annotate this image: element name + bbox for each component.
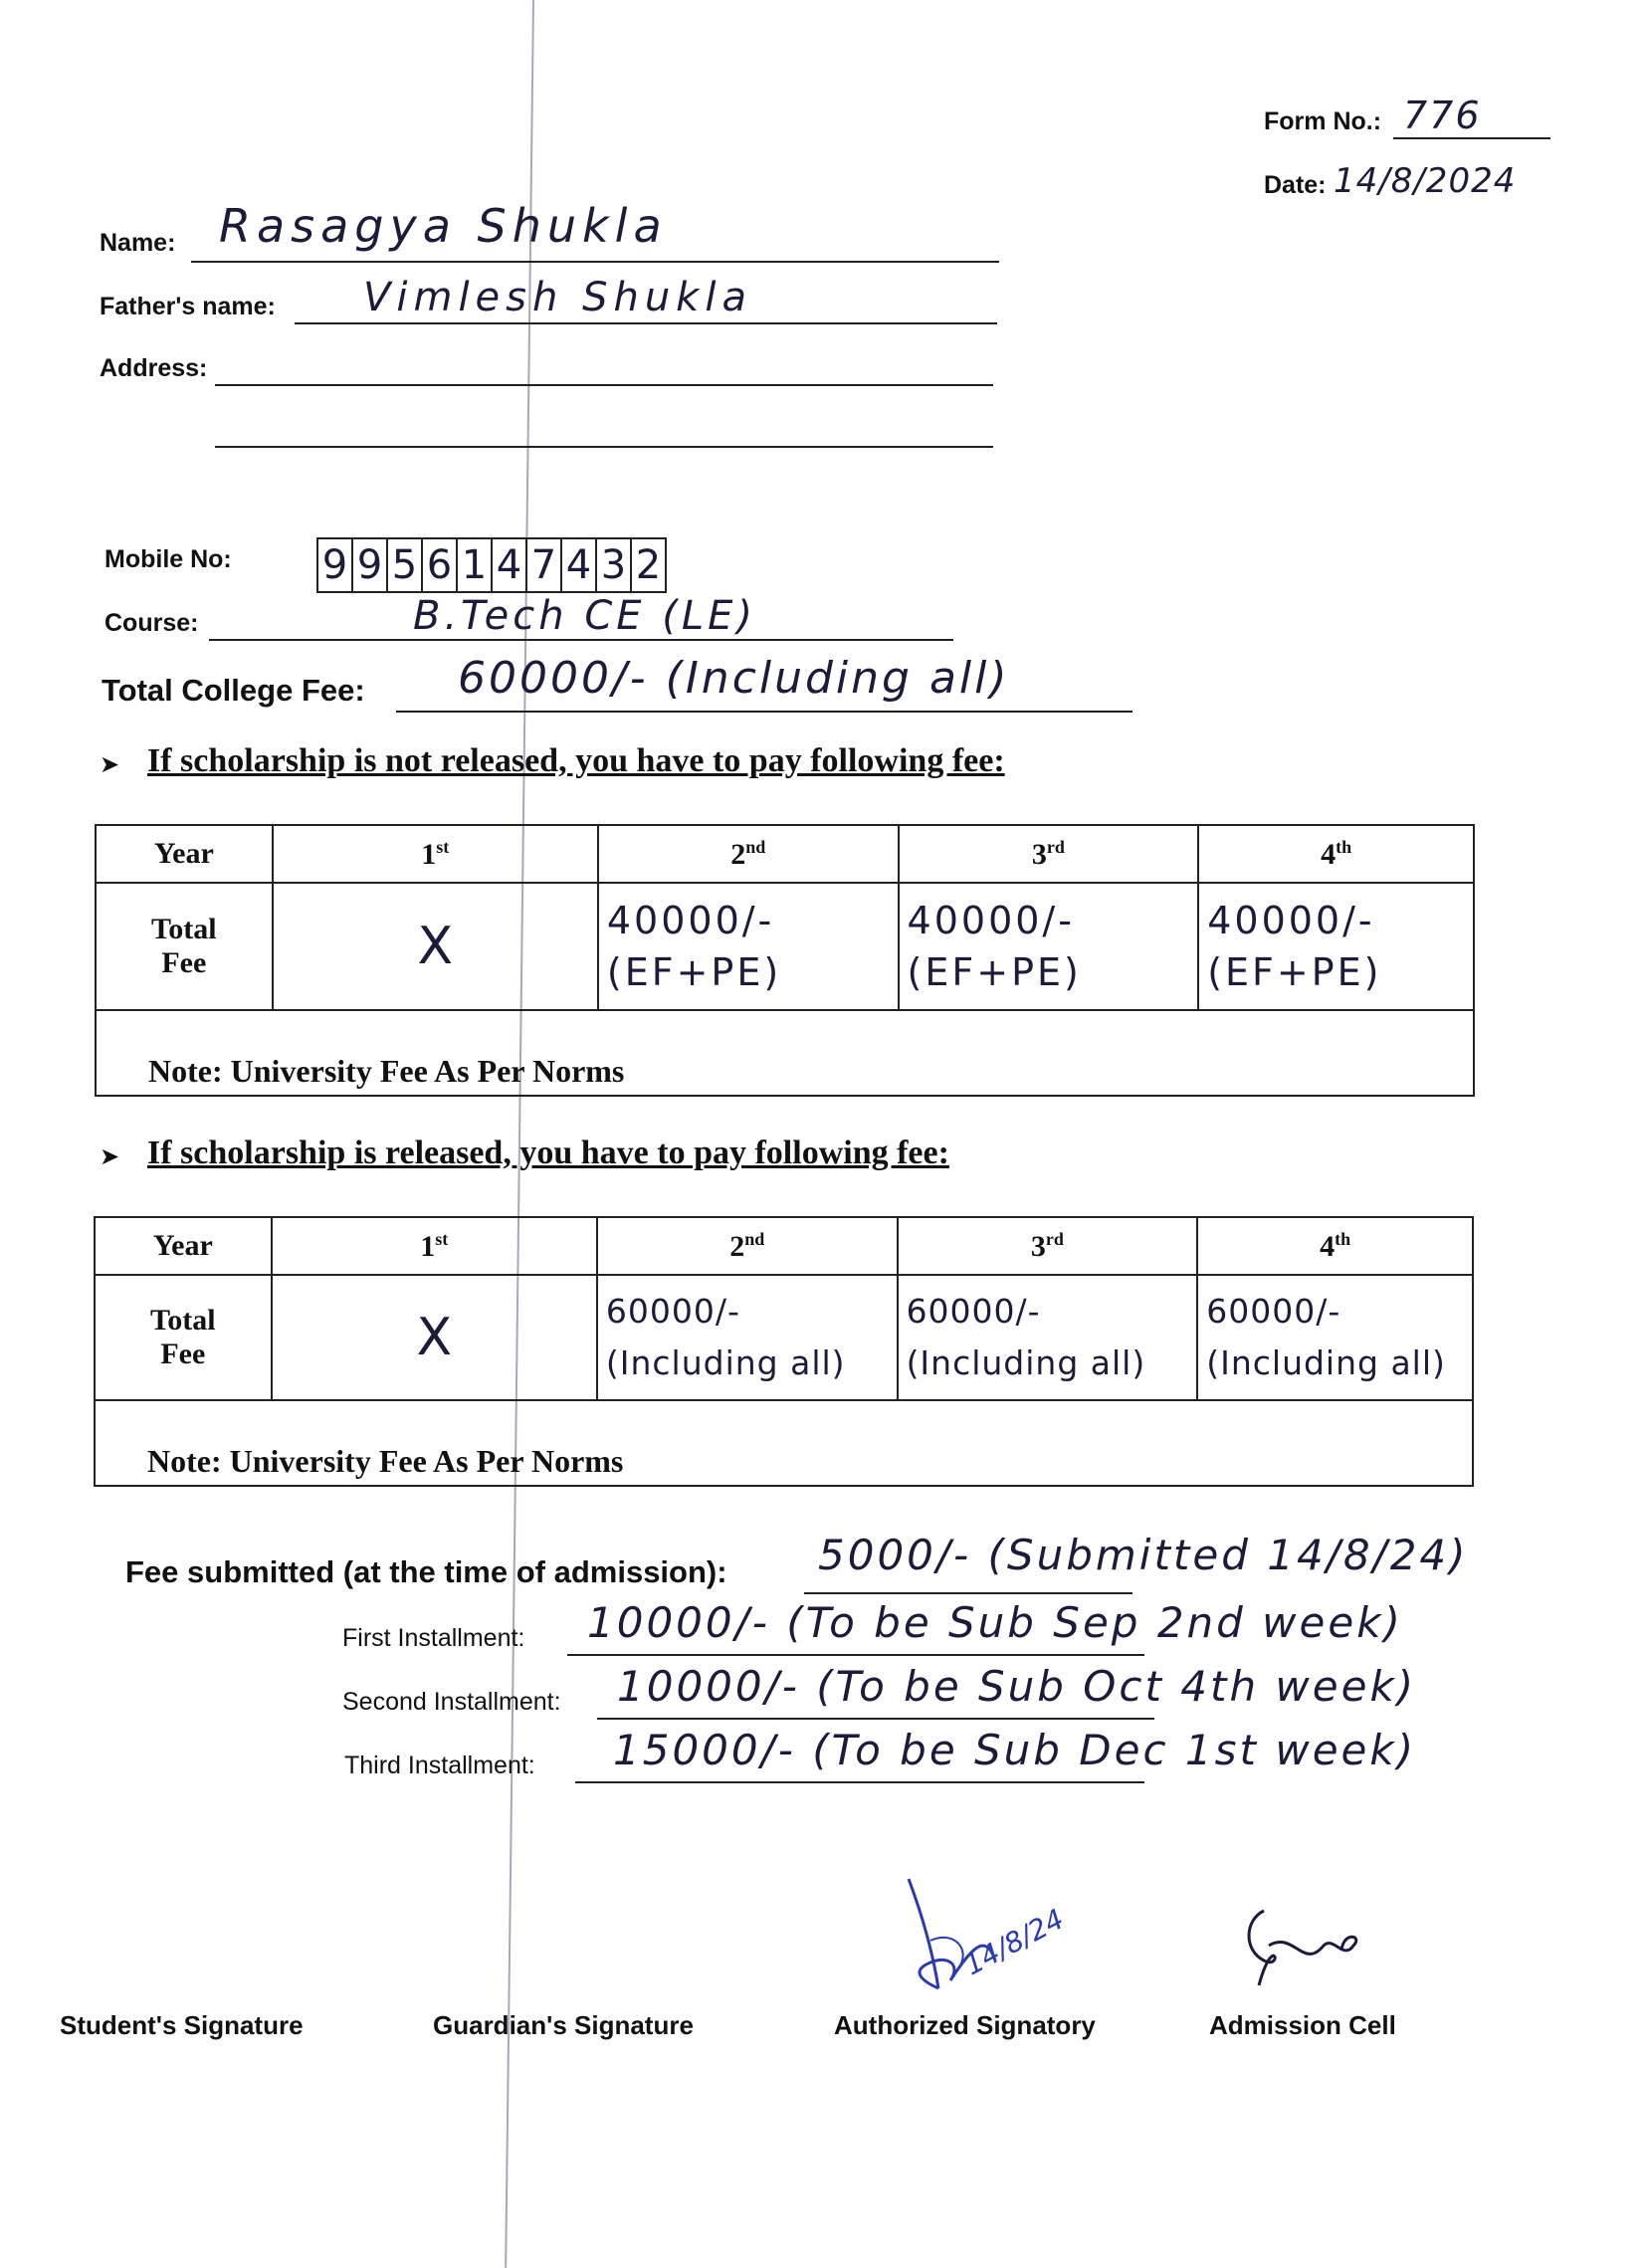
student-signature-label: Student's Signature bbox=[60, 2010, 304, 2040]
arrow-bullet-icon: ➤ bbox=[100, 1142, 120, 1170]
father-label: Father's name: bbox=[100, 293, 276, 320]
mobile-digit-box: 9 bbox=[317, 538, 352, 592]
first-installment-label: First Installment: bbox=[342, 1624, 525, 1652]
total-fee-value: 60000/- (Including all) bbox=[458, 653, 1010, 704]
name-value: Rasagya Shukla bbox=[219, 199, 668, 253]
form-no-line bbox=[1393, 137, 1550, 139]
name-label: Name: bbox=[100, 229, 176, 257]
total-fee-line bbox=[396, 711, 1132, 713]
mobile-label: Mobile No: bbox=[104, 545, 232, 573]
fee-cell-year-3: 60000/- (Including all) bbox=[898, 1275, 1198, 1400]
year-3-header: 3rd bbox=[898, 1217, 1198, 1275]
course-label: Course: bbox=[104, 609, 199, 637]
year-1-header: 1st bbox=[273, 825, 598, 883]
university-fee-note: Note: University Fee As Per Norms bbox=[95, 1400, 1473, 1486]
date-label: Date: bbox=[1264, 171, 1327, 199]
mobile-digit-box: 5 bbox=[387, 538, 422, 592]
father-value: Vimlesh Shukla bbox=[363, 275, 752, 320]
date-value: 14/8/2024 bbox=[1334, 161, 1517, 201]
mobile-digit-box: 3 bbox=[596, 538, 631, 592]
authorized-signatory-label: Authorized Signatory bbox=[834, 2010, 1096, 2040]
first-year-cross: X bbox=[272, 1275, 597, 1400]
year-4-header: 4th bbox=[1197, 1217, 1473, 1275]
admission-signature-scribble bbox=[1224, 1891, 1383, 2000]
year-2-header: 2nd bbox=[597, 1217, 898, 1275]
fee-table-released bbox=[94, 1216, 1474, 1487]
year-2-header: 2nd bbox=[598, 825, 899, 883]
fee-table-not-released bbox=[95, 824, 1475, 1097]
address-line-2 bbox=[215, 446, 993, 448]
year-header: Year bbox=[95, 1217, 272, 1275]
authorized-date-note: 14/8/24 bbox=[958, 1902, 1070, 1982]
mobile-digit-box: 4 bbox=[561, 538, 596, 592]
year-header: Year bbox=[96, 825, 273, 883]
second-installment-line bbox=[597, 1718, 1154, 1720]
fee-cell-year-4: 60000/- (Including all) bbox=[1197, 1275, 1473, 1400]
fee-submitted-value: 5000/- (Submitted 14/8/24) bbox=[818, 1531, 1469, 1579]
first-year-cross: X bbox=[273, 883, 598, 1010]
section-not-released-heading: If scholarship is not released, you have to pay following fee: bbox=[147, 742, 1005, 779]
guardian-signature-label: Guardian's Signature bbox=[433, 2010, 694, 2040]
fee-cell-year-2: 60000/- (Including all) bbox=[597, 1275, 898, 1400]
address-label: Address: bbox=[100, 354, 208, 382]
fee-cell-year-4: 40000/- (EF+PE) bbox=[1198, 883, 1474, 1010]
fee-submitted-line bbox=[804, 1592, 1132, 1594]
mobile-digit-boxes bbox=[316, 537, 667, 593]
course-line bbox=[209, 639, 953, 641]
mobile-digit-box: 4 bbox=[492, 538, 526, 592]
third-installment-line bbox=[575, 1781, 1144, 1783]
third-installment-label: Third Installment: bbox=[344, 1752, 535, 1779]
second-installment-label: Second Installment: bbox=[342, 1688, 561, 1716]
section-released-heading: If scholarship is released, you have to pay following fee: bbox=[147, 1134, 949, 1171]
year-3-header: 3rd bbox=[899, 825, 1199, 883]
form-no-value: 776 bbox=[1403, 94, 1482, 137]
year-1-header: 1st bbox=[272, 1217, 597, 1275]
university-fee-note: Note: University Fee As Per Norms bbox=[96, 1010, 1474, 1096]
mobile-digit-box: 2 bbox=[631, 538, 666, 592]
fee-submitted-label: Fee submitted (at the time of admission): bbox=[125, 1554, 727, 1589]
name-line bbox=[191, 261, 999, 263]
year-4-header: 4th bbox=[1198, 825, 1474, 883]
address-line-1 bbox=[215, 384, 993, 386]
third-installment-value: 15000/- (To be Sub Dec 1st week) bbox=[613, 1726, 1417, 1774]
mobile-digit-box: 1 bbox=[457, 538, 492, 592]
form-no-label: Form No.: bbox=[1264, 107, 1382, 135]
first-installment-value: 10000/- (To be Sub Sep 2nd week) bbox=[587, 1598, 1403, 1647]
fee-cell-year-3: 40000/- (EF+PE) bbox=[899, 883, 1199, 1010]
mobile-digit-box: 7 bbox=[526, 538, 561, 592]
arrow-bullet-icon: ➤ bbox=[100, 750, 120, 778]
total-fee-row-label: Total Fee bbox=[96, 883, 273, 1010]
total-fee-label: Total College Fee: bbox=[102, 673, 365, 708]
course-value: B.Tech CE (LE) bbox=[413, 593, 757, 639]
admission-cell-label: Admission Cell bbox=[1209, 2010, 1396, 2040]
mobile-digit-box: 6 bbox=[422, 538, 457, 592]
second-installment-value: 10000/- (To be Sub Oct 4th week) bbox=[617, 1662, 1417, 1711]
father-line bbox=[295, 322, 997, 324]
total-fee-row-label: Total Fee bbox=[95, 1275, 272, 1400]
mobile-digit-box: 9 bbox=[352, 538, 387, 592]
first-installment-line bbox=[567, 1654, 1144, 1656]
fee-cell-year-2: 40000/- (EF+PE) bbox=[598, 883, 899, 1010]
